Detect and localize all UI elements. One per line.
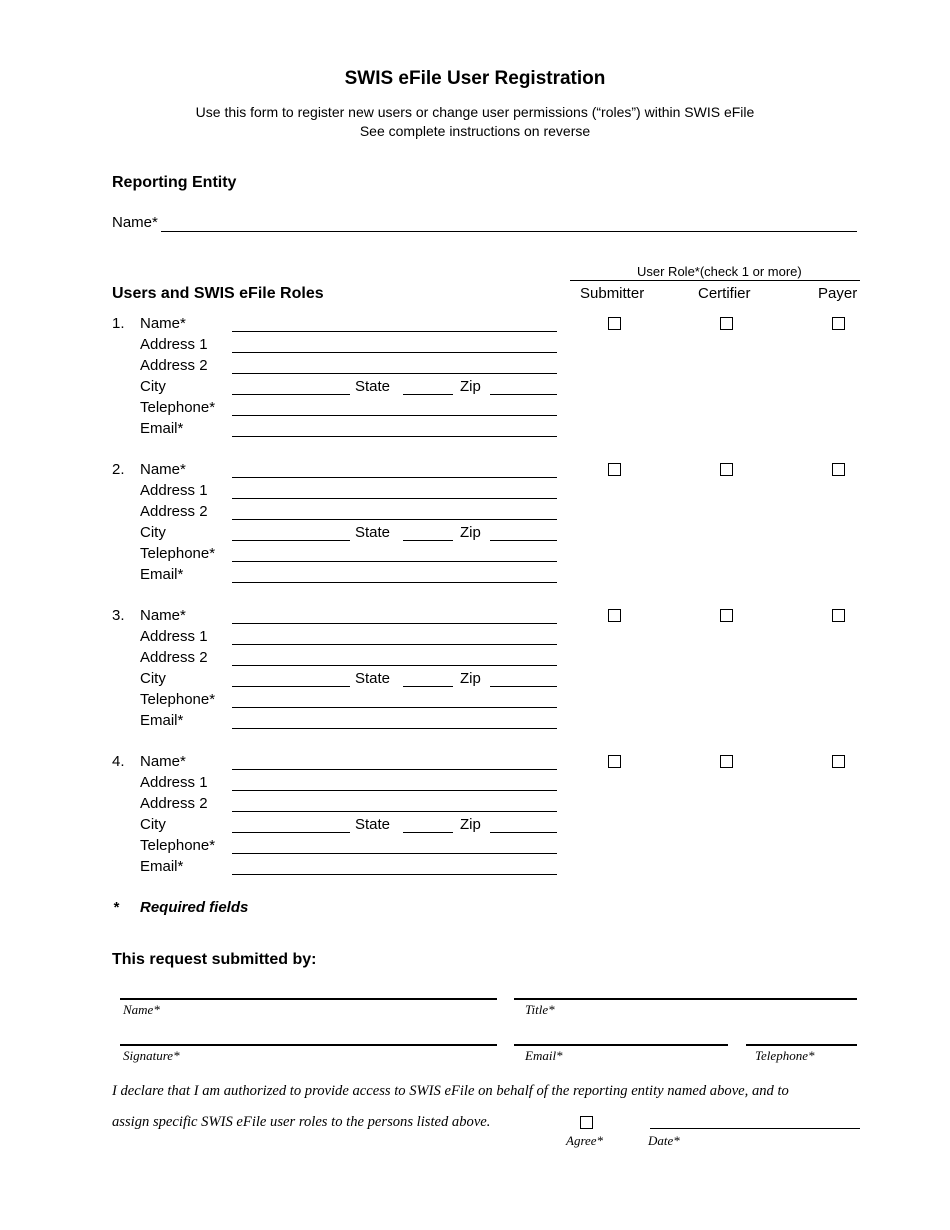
user-city-label: City bbox=[140, 524, 166, 541]
submitter-name-label: Name* bbox=[123, 1002, 160, 1017]
payer-checkbox[interactable] bbox=[832, 317, 845, 330]
user-city-label: City bbox=[140, 816, 166, 833]
user-zip-label: Zip bbox=[460, 670, 481, 687]
user-address1-label: Address 1 bbox=[140, 482, 208, 499]
user-city-label: City bbox=[140, 378, 166, 395]
certifier-checkbox[interactable] bbox=[720, 609, 733, 622]
declaration-text-line2: assign specific SWIS eFile user roles to the persons listed above. bbox=[112, 1114, 491, 1130]
required-fields-note: Required fields bbox=[140, 899, 249, 916]
user-city-field[interactable] bbox=[232, 394, 350, 395]
user-address2-field[interactable] bbox=[232, 519, 557, 520]
user-city-label: City bbox=[140, 670, 166, 687]
user-email-field[interactable] bbox=[232, 582, 557, 583]
user-telephone-field[interactable] bbox=[232, 853, 557, 854]
date-label: Date* bbox=[648, 1133, 680, 1148]
user-name-field[interactable] bbox=[232, 331, 557, 332]
user-zip-label: Zip bbox=[460, 524, 481, 541]
user-telephone-field[interactable] bbox=[232, 561, 557, 562]
user-address1-label: Address 1 bbox=[140, 774, 208, 791]
agree-checkbox[interactable] bbox=[580, 1116, 593, 1129]
required-star: * bbox=[113, 899, 119, 916]
user-zip-label: Zip bbox=[460, 378, 481, 395]
user-email-label: Email* bbox=[140, 420, 184, 437]
user-address2-field[interactable] bbox=[232, 373, 557, 374]
user-email-label: Email* bbox=[140, 712, 184, 729]
page-title: SWIS eFile User Registration bbox=[344, 68, 606, 89]
user-address1-field[interactable] bbox=[232, 352, 557, 353]
certifier-checkbox[interactable] bbox=[720, 317, 733, 330]
submitter-telephone-field[interactable] bbox=[746, 1044, 857, 1046]
user-address1-label: Address 1 bbox=[140, 628, 208, 645]
submitter-name-field[interactable] bbox=[120, 998, 497, 1000]
user-zip-field[interactable] bbox=[490, 832, 557, 833]
user-name-field[interactable] bbox=[232, 477, 557, 478]
user-address1-label: Address 1 bbox=[140, 336, 208, 353]
user-address1-field[interactable] bbox=[232, 644, 557, 645]
role-group-rule bbox=[570, 280, 860, 281]
entity-name-field[interactable] bbox=[161, 231, 857, 232]
user-name-field[interactable] bbox=[232, 769, 557, 770]
user-state-label: State bbox=[355, 816, 391, 833]
submitter-title-label: Title* bbox=[525, 1002, 555, 1017]
user-telephone-label: Telephone* bbox=[140, 691, 216, 708]
certifier-checkbox[interactable] bbox=[720, 755, 733, 768]
user-address2-label: Address 2 bbox=[140, 357, 208, 374]
user-number: 2. bbox=[112, 461, 125, 478]
user-name-label: Name* bbox=[140, 753, 186, 770]
page-instructions-note: See complete instructions on reverse bbox=[359, 123, 591, 139]
user-email-label: Email* bbox=[140, 858, 184, 875]
user-zip-field[interactable] bbox=[490, 394, 557, 395]
payer-checkbox[interactable] bbox=[832, 755, 845, 768]
user-telephone-field[interactable] bbox=[232, 707, 557, 708]
submitter-checkbox[interactable] bbox=[608, 755, 621, 768]
submitter-telephone-label: Telephone* bbox=[755, 1048, 815, 1063]
user-email-field[interactable] bbox=[232, 874, 557, 875]
user-state-label: State bbox=[355, 378, 391, 395]
user-telephone-label: Telephone* bbox=[140, 837, 216, 854]
role-group-label: User Role*(check 1 or more) bbox=[637, 264, 802, 279]
submitter-checkbox[interactable] bbox=[608, 609, 621, 622]
user-state-field[interactable] bbox=[403, 394, 453, 395]
submitter-checkbox[interactable] bbox=[608, 317, 621, 330]
user-telephone-label: Telephone* bbox=[140, 399, 216, 416]
submitted-by-heading: This request submitted by: bbox=[112, 951, 317, 968]
submitter-email-field[interactable] bbox=[514, 1044, 728, 1046]
user-city-field[interactable] bbox=[232, 832, 350, 833]
submitter-title-field[interactable] bbox=[514, 998, 857, 1000]
user-city-field[interactable] bbox=[232, 686, 350, 687]
user-state-label: State bbox=[355, 524, 391, 541]
user-email-field[interactable] bbox=[232, 436, 557, 437]
user-name-label: Name* bbox=[140, 461, 186, 478]
page-subtitle: Use this form to register new users or change user permissions (“roles”) within SWIS eFile bbox=[195, 104, 755, 120]
user-address2-label: Address 2 bbox=[140, 795, 208, 812]
user-name-label: Name* bbox=[140, 607, 186, 624]
signature-label: Signature* bbox=[123, 1048, 180, 1063]
agree-label: Agree* bbox=[566, 1133, 604, 1148]
declaration-text-line1: I declare that I am authorized to provide access to SWIS eFile on behalf of the reporting entity named above, and to bbox=[112, 1083, 789, 1099]
user-number: 4. bbox=[112, 753, 125, 770]
user-zip-field[interactable] bbox=[490, 540, 557, 541]
user-name-field[interactable] bbox=[232, 623, 557, 624]
user-address2-label: Address 2 bbox=[140, 503, 208, 520]
user-number: 1. bbox=[112, 315, 125, 332]
user-number: 3. bbox=[112, 607, 125, 624]
user-address2-field[interactable] bbox=[232, 811, 557, 812]
user-address1-field[interactable] bbox=[232, 498, 557, 499]
role-header-submitter: Submitter bbox=[580, 285, 645, 302]
signature-field[interactable] bbox=[120, 1044, 497, 1046]
user-email-label: Email* bbox=[140, 566, 184, 583]
date-field[interactable] bbox=[650, 1128, 860, 1129]
role-header-certifier: Certifier bbox=[698, 285, 751, 302]
reporting-entity-heading: Reporting Entity bbox=[112, 174, 237, 191]
user-state-field[interactable] bbox=[403, 832, 453, 833]
user-state-field[interactable] bbox=[403, 540, 453, 541]
payer-checkbox[interactable] bbox=[832, 609, 845, 622]
user-state-label: State bbox=[355, 670, 391, 687]
user-zip-label: Zip bbox=[460, 816, 481, 833]
user-zip-field[interactable] bbox=[490, 686, 557, 687]
user-telephone-label: Telephone* bbox=[140, 545, 216, 562]
certifier-checkbox[interactable] bbox=[720, 463, 733, 476]
payer-checkbox[interactable] bbox=[832, 463, 845, 476]
user-state-field[interactable] bbox=[403, 686, 453, 687]
role-header-payer: Payer bbox=[818, 285, 858, 302]
user-email-field[interactable] bbox=[232, 728, 557, 729]
users-section-heading: Users and SWIS eFile Roles bbox=[112, 285, 324, 302]
user-city-field[interactable] bbox=[232, 540, 350, 541]
user-address1-field[interactable] bbox=[232, 790, 557, 791]
entity-name-label: Name* bbox=[112, 214, 158, 231]
user-address2-field[interactable] bbox=[232, 665, 557, 666]
user-telephone-field[interactable] bbox=[232, 415, 557, 416]
user-address2-label: Address 2 bbox=[140, 649, 208, 666]
user-name-label: Name* bbox=[140, 315, 186, 332]
submitter-email-label: Email* bbox=[525, 1048, 563, 1063]
submitter-checkbox[interactable] bbox=[608, 463, 621, 476]
